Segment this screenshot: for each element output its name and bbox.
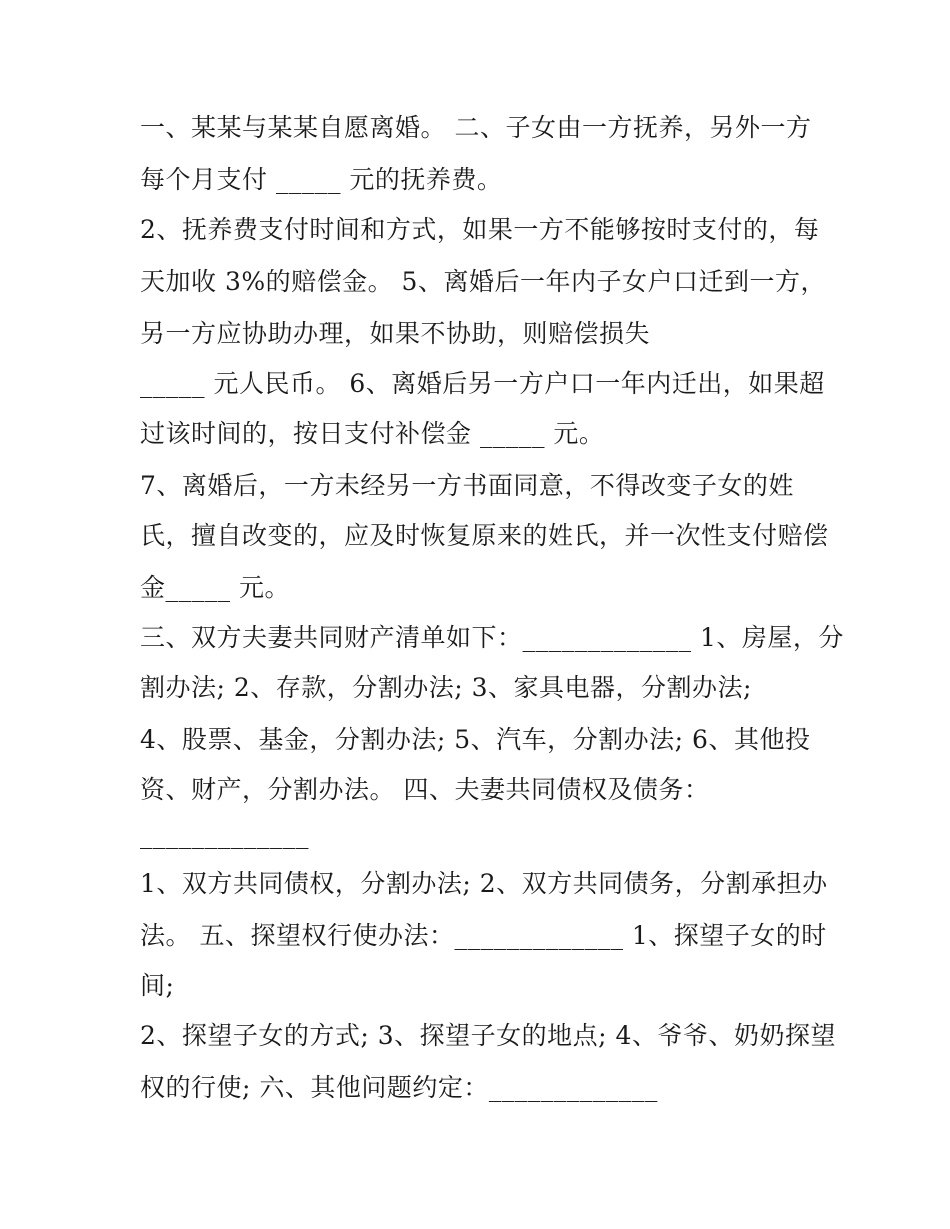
text-line: 1、双方共同债权，分割办法; 2、双方共同债务，分割承担办: [140, 869, 828, 898]
text-line: _____ 元人民币。 6、离婚后另一方户口一年内迁出，如果超: [140, 369, 825, 398]
text-line: 权的行使; 六、其他问题约定：_____________: [140, 1073, 658, 1102]
text-line: 天加收 3%的赔偿金。 5、离婚后一年内子女户口迁到一方，: [140, 267, 826, 296]
text-line: 2、探望子女的方式; 3、探望子女的地点; 4、爷爷、奶奶探望: [140, 1021, 836, 1050]
text-line: 资、财产，分割办法。 四、夫妻共同债权及债务：: [140, 775, 710, 804]
text-line: 氏，擅自改变的，应及时恢复原来的姓氏，并一次性支付赔偿: [140, 521, 829, 550]
text-line: 另一方应协助办理，如果不协助，则赔偿损失: [140, 319, 651, 348]
text-line: 每个月支付 _____ 元的抚养费。: [140, 165, 503, 194]
text-line: 一、某某与某某自愿离婚。 二、子女由一方抚养，另外一方: [140, 113, 812, 142]
text-line: 间;: [140, 971, 175, 1000]
text-line: 4、股票、基金，分割办法; 5、汽车，分割办法; 6、其他投: [140, 725, 811, 754]
text-line: 割办法; 2、存款，分割办法; 3、家具电器，分割办法;: [140, 673, 752, 702]
text-line: 7、离婚后，一方未经另一方书面同意，不得改变子女的姓: [140, 471, 794, 500]
text-line: 过该时间的，按日支付补偿金 _____ 元。: [140, 419, 605, 448]
blank-line: _____________: [140, 820, 309, 849]
text-line: 金_____ 元。: [140, 573, 290, 602]
text-line: 三、双方夫妻共同财产清单如下：_____________ 1、房屋，分: [140, 623, 844, 652]
text-line: 2、抚养费支付时间和方式，如果一方不能够按时支付的，每: [140, 215, 820, 244]
text-line: 法。 五、探望权行使办法：_____________ 1、探望子女的时: [140, 921, 827, 950]
